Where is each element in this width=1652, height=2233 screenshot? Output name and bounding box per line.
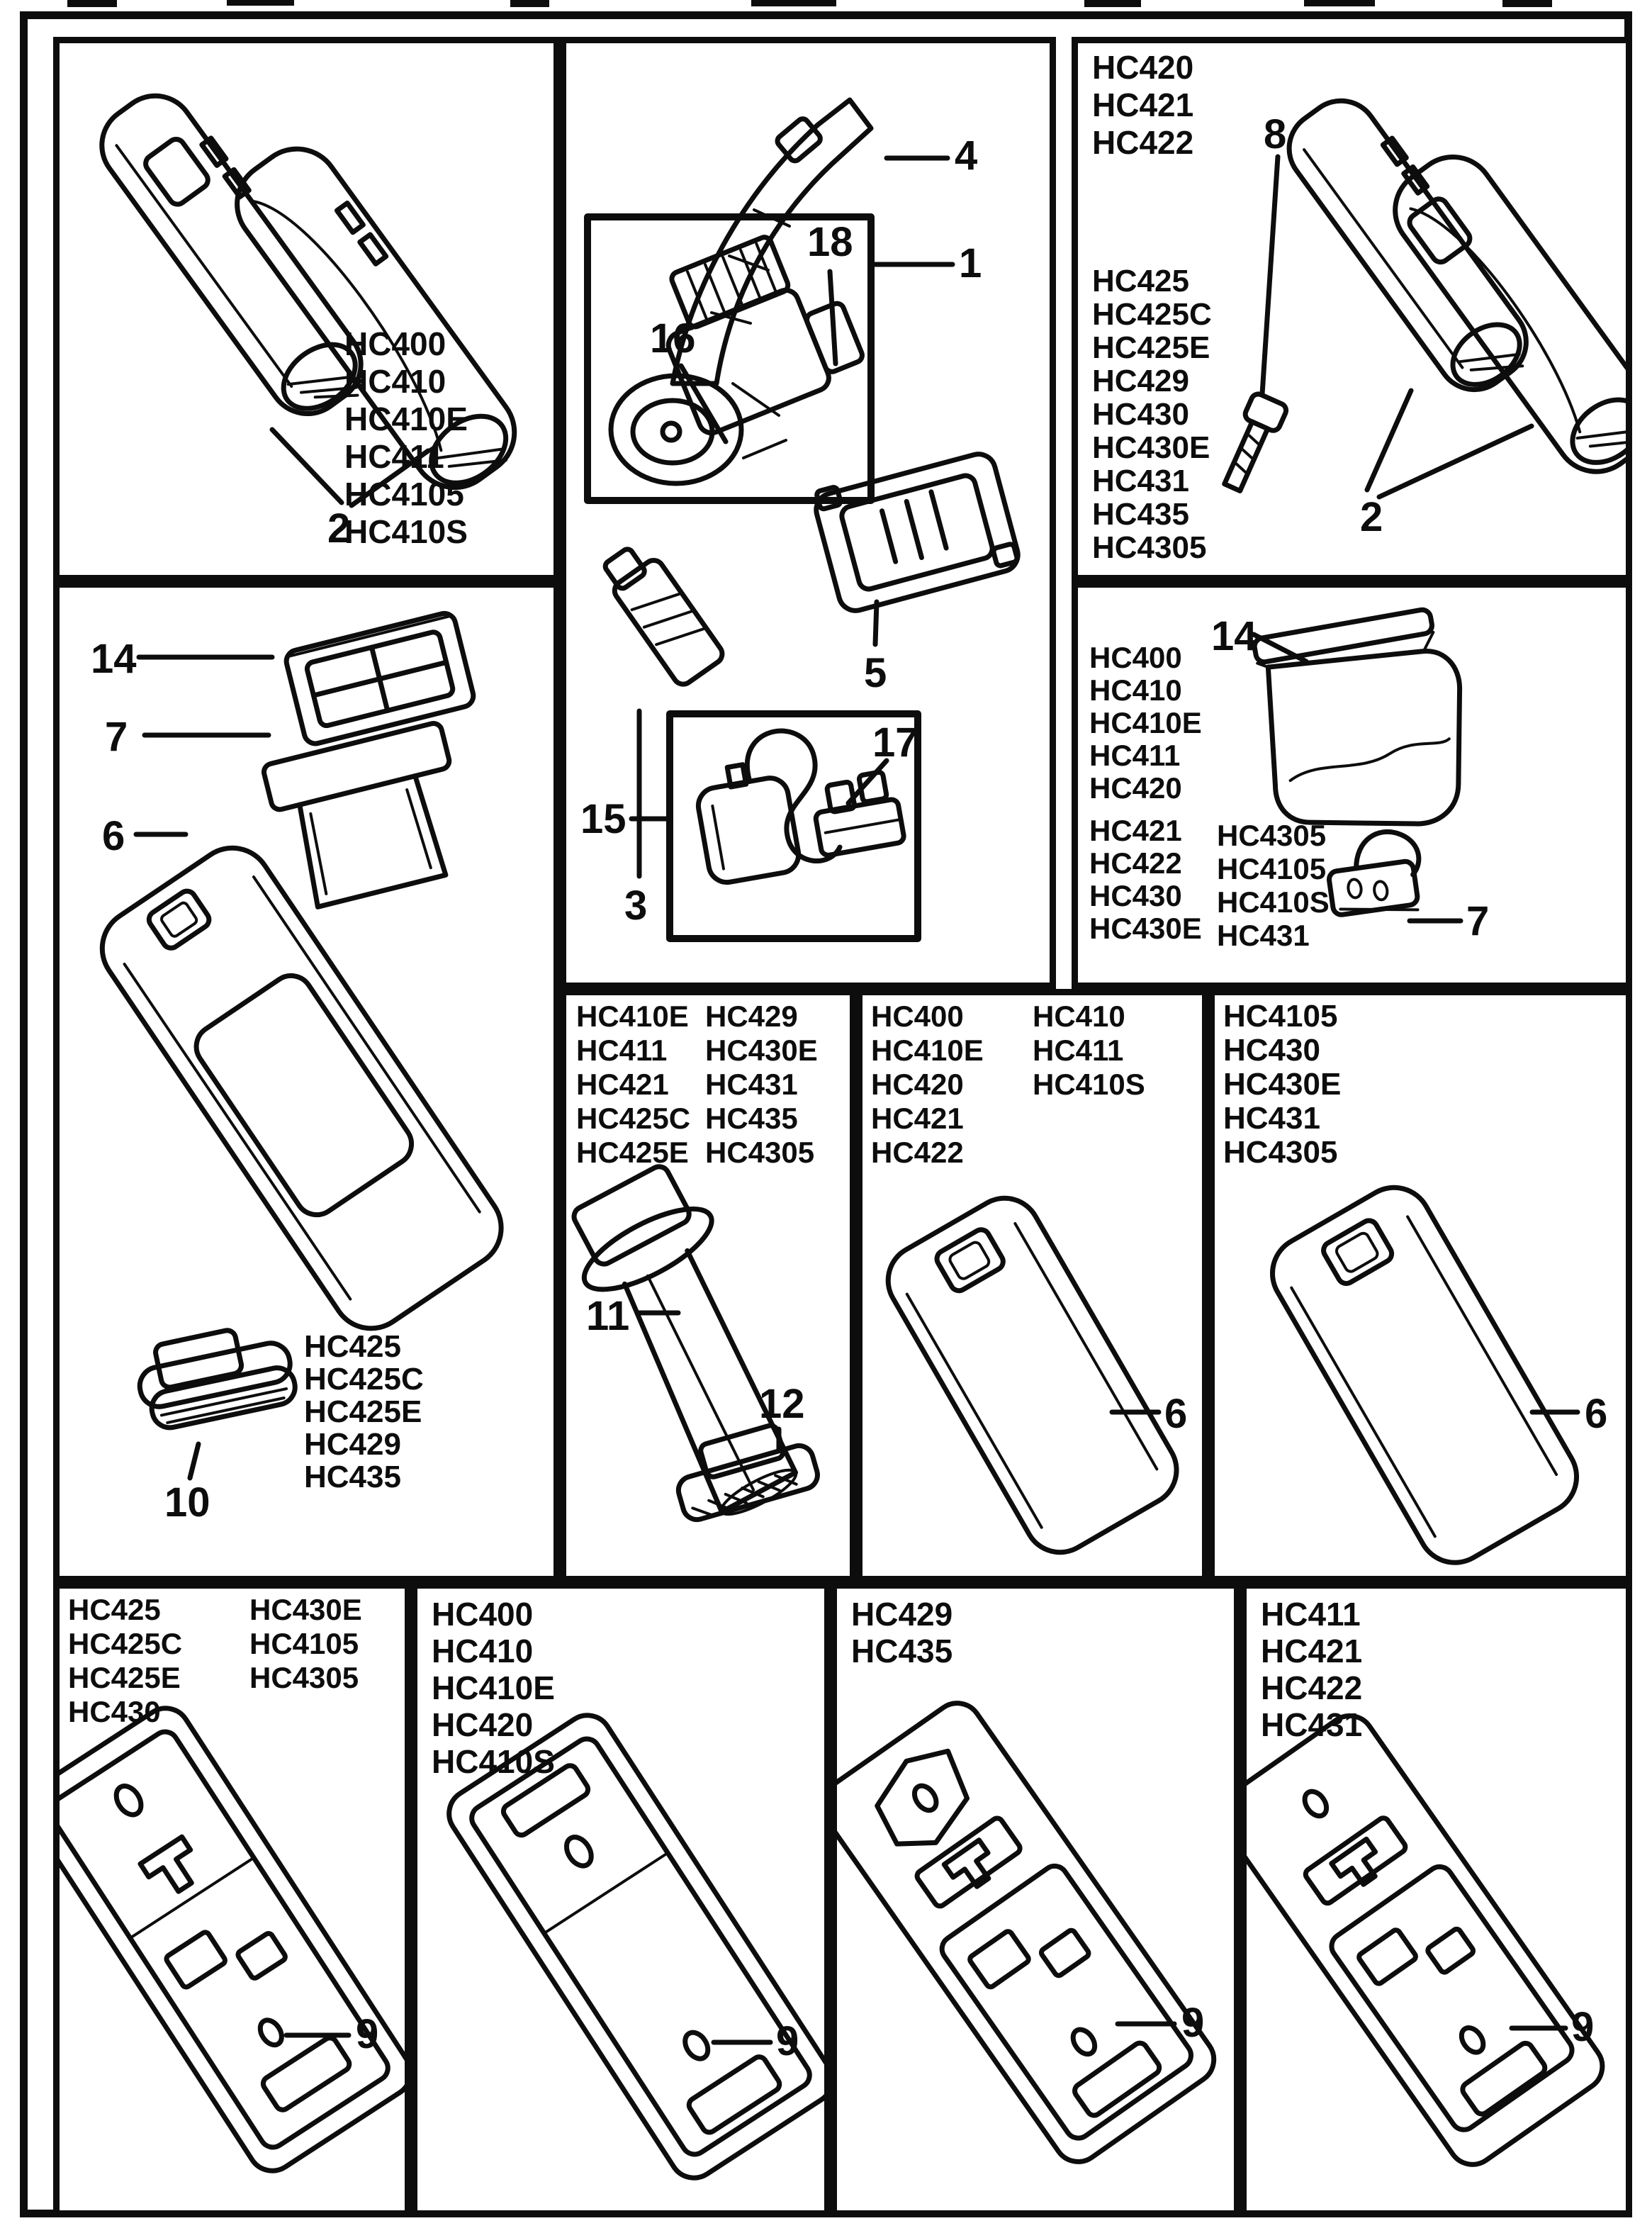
part-callout-14: 14 — [1211, 613, 1257, 659]
model-number: HC4305 — [249, 1661, 359, 1694]
model-number: HC410S — [432, 1743, 555, 1780]
model-number: HC4105 — [1217, 852, 1327, 885]
switch-actuator-drawing — [597, 537, 726, 688]
model-list — [249, 1593, 362, 1695]
model-number: HC411 — [576, 1034, 668, 1067]
model-number: HC411 — [1089, 739, 1181, 772]
model-number: HC410 — [1033, 1000, 1125, 1033]
part-callout-14: 14 — [91, 636, 137, 682]
part-callout-9: 9 — [776, 2018, 799, 2064]
model-number: HC410 — [344, 363, 446, 400]
model-number: HC422 — [871, 1136, 964, 1169]
bowl-cover-drawing — [1259, 1174, 1590, 1576]
model-number: HC425E — [1092, 330, 1210, 365]
scan-artifact — [227, 0, 294, 6]
part-callout-15: 15 — [580, 796, 626, 842]
model-number: HC410S — [344, 513, 468, 550]
model-number: HC421 — [1092, 86, 1194, 123]
model-number: HC410E — [576, 1000, 689, 1033]
model-number: HC421 — [871, 1102, 964, 1135]
model-number: HC429 — [851, 1596, 953, 1633]
model-number: HC425 — [1092, 264, 1189, 298]
model-number: HC425C — [68, 1627, 183, 1660]
part-callout-4: 4 — [955, 133, 978, 179]
panel-filter-bag — [1072, 581, 1632, 989]
model-number: HC431 — [1092, 464, 1189, 498]
model-number: HC429 — [304, 1427, 401, 1462]
connector-drawing — [810, 770, 905, 856]
model-list — [68, 1593, 182, 1729]
model-number: HC400 — [1089, 641, 1182, 674]
model-list — [576, 1000, 690, 1170]
model-number: HC4305 — [705, 1136, 815, 1169]
model-number: HC422 — [1089, 846, 1182, 880]
screw-drawing — [1215, 392, 1288, 495]
model-number: HC4105 — [344, 476, 464, 513]
model-number: HC4305 — [1217, 819, 1327, 852]
model-number: HC421 — [1261, 1633, 1363, 1669]
model-number: HC425E — [68, 1661, 181, 1694]
part-callout-7: 7 — [1466, 898, 1490, 944]
model-list — [1217, 819, 1330, 952]
model-number: HC435 — [1092, 497, 1189, 532]
part-callout-2: 2 — [327, 505, 351, 552]
model-number: HC425C — [1092, 297, 1212, 332]
model-list — [432, 1596, 555, 1780]
model-number: HC4305 — [1223, 1135, 1338, 1170]
part-callout-6: 6 — [102, 813, 125, 859]
panel-body-halves-hc400 — [53, 37, 560, 581]
model-number: HC421 — [576, 1068, 669, 1101]
part-callout-17: 17 — [872, 720, 918, 766]
model-number: HC430E — [249, 1593, 362, 1626]
model-number: HC410E — [432, 1669, 555, 1706]
model-number: HC430E — [705, 1034, 818, 1067]
model-number: HC425E — [304, 1394, 422, 1429]
model-number: HC421 — [1089, 814, 1182, 847]
scan-artifact — [1502, 0, 1552, 7]
bowl-cover-drawing — [875, 1185, 1189, 1565]
model-number: HC420 — [871, 1068, 964, 1101]
model-number: HC410E — [1089, 706, 1202, 739]
model-number: HC4305 — [1092, 530, 1207, 565]
model-number: HC430E — [1223, 1067, 1342, 1102]
panel-bowl-cover-hc4105 — [1208, 989, 1632, 1582]
model-number: HC431 — [705, 1068, 798, 1101]
part-callout-11: 11 — [586, 1293, 630, 1339]
model-number: HC429 — [705, 1000, 798, 1033]
part-callout-5: 5 — [864, 650, 887, 696]
model-list — [304, 1331, 424, 1494]
callout-leader-lines — [631, 158, 953, 876]
panel-wall-bracket-hc400 — [411, 1582, 831, 2217]
model-number: HC431 — [1261, 1706, 1363, 1743]
model-number: HC422 — [1092, 124, 1194, 161]
scan-artifact — [751, 0, 836, 6]
model-number: HC430E — [1089, 912, 1202, 945]
scan-artifact — [67, 0, 117, 7]
model-number: HC425C — [576, 1102, 691, 1135]
dust-bowl-drawing — [87, 833, 517, 1343]
part-callout-6: 6 — [1164, 1391, 1188, 1437]
model-number: HC411 — [1261, 1596, 1361, 1633]
part-callout-3: 3 — [624, 883, 648, 929]
brush-nozzle-drawing — [668, 1416, 821, 1523]
part-callout-8: 8 — [1264, 111, 1287, 157]
wall-bracket-drawing — [1247, 1706, 1612, 2173]
part-callout-2: 2 — [1360, 494, 1383, 540]
model-number: HC429 — [1092, 364, 1189, 398]
model-number: HC4105 — [1223, 999, 1338, 1034]
model-number: HC400 — [344, 325, 446, 362]
scan-artifact — [1084, 0, 1141, 7]
model-number: HC422 — [1261, 1669, 1363, 1706]
retainer-clip-drawing — [1324, 828, 1426, 922]
part-callout-12: 12 — [759, 1381, 805, 1427]
wall-bracket-drawing — [837, 1694, 1223, 2171]
model-number: HC410E — [344, 401, 468, 437]
model-number: HC430E — [1092, 430, 1210, 465]
part-callout-9: 9 — [1571, 2004, 1595, 2050]
model-number: HC410S — [1217, 885, 1330, 919]
filter-frame-drawing — [262, 722, 476, 912]
model-number: HC420 — [1092, 49, 1194, 86]
model-number: HC431 — [1223, 1101, 1320, 1136]
model-number: HC410 — [1089, 673, 1182, 707]
base-plate-drawing — [811, 445, 1022, 614]
model-list — [1089, 642, 1202, 945]
model-list — [851, 1596, 953, 1669]
model-number: HC410S — [1033, 1068, 1145, 1101]
panel-body-halves-hc420 — [1072, 37, 1632, 581]
model-number: HC435 — [851, 1633, 953, 1669]
filter-bag-drawing — [1249, 605, 1482, 848]
model-number: HC430 — [1092, 397, 1189, 432]
model-list — [705, 1000, 818, 1170]
model-number: HC411 — [1033, 1034, 1124, 1067]
model-number: HC430 — [1223, 1033, 1320, 1068]
part-callout-9: 9 — [1181, 2000, 1205, 2046]
part-callout-10: 10 — [164, 1479, 210, 1526]
model-number: HC430 — [68, 1695, 161, 1728]
model-number: HC425 — [304, 1329, 401, 1364]
model-list — [344, 325, 468, 551]
model-list — [1092, 264, 1212, 564]
vacuum-body-halves-drawing — [1274, 84, 1626, 488]
model-number: HC4105 — [249, 1627, 359, 1660]
model-number: HC430 — [1089, 879, 1182, 912]
model-number: HC411 — [344, 438, 444, 475]
model-number: HC420 — [432, 1706, 534, 1743]
model-list — [1261, 1596, 1362, 1743]
model-number: HC425C — [304, 1362, 424, 1397]
model-number: HC425 — [68, 1593, 161, 1626]
model-list — [1223, 1000, 1341, 1170]
part-callout-18: 18 — [807, 219, 853, 265]
wall-bracket-drawing — [60, 1699, 405, 2180]
model-list — [1092, 49, 1193, 162]
part-callout-16: 16 — [650, 315, 696, 362]
model-number: HC420 — [1089, 771, 1182, 805]
scan-artifact — [510, 0, 549, 7]
part-callout-7: 7 — [105, 714, 128, 760]
model-list — [1033, 1000, 1145, 1102]
model-number: HC410E — [871, 1034, 984, 1067]
panel-wall-bracket-hc425 — [53, 1582, 411, 2217]
model-number: HC435 — [304, 1460, 401, 1494]
model-number: HC400 — [432, 1596, 534, 1633]
panel-wall-bracket-hc429 — [831, 1582, 1240, 2217]
panel-bowl-cover-hc400 — [856, 989, 1208, 1582]
part-callout-9: 9 — [356, 2011, 379, 2057]
panel-nozzle-accessories — [560, 989, 856, 1582]
model-number: HC410 — [432, 1633, 534, 1669]
panel-dust-bowl-assembly — [53, 581, 560, 1582]
model-number: HC425E — [576, 1136, 689, 1169]
panel-wall-bracket-hc411 — [1240, 1582, 1632, 2217]
inlet-seal-drawing — [132, 1319, 298, 1432]
scan-artifact — [1304, 0, 1375, 6]
panel-motor-and-charger — [560, 37, 1056, 989]
model-list — [871, 1000, 984, 1170]
model-number: HC431 — [1217, 919, 1310, 952]
model-number: HC400 — [871, 1000, 964, 1033]
part-callout-1: 1 — [959, 240, 982, 286]
part-callout-6: 6 — [1585, 1391, 1608, 1437]
filter-lid-drawing — [284, 611, 476, 746]
model-number: HC435 — [705, 1102, 798, 1135]
